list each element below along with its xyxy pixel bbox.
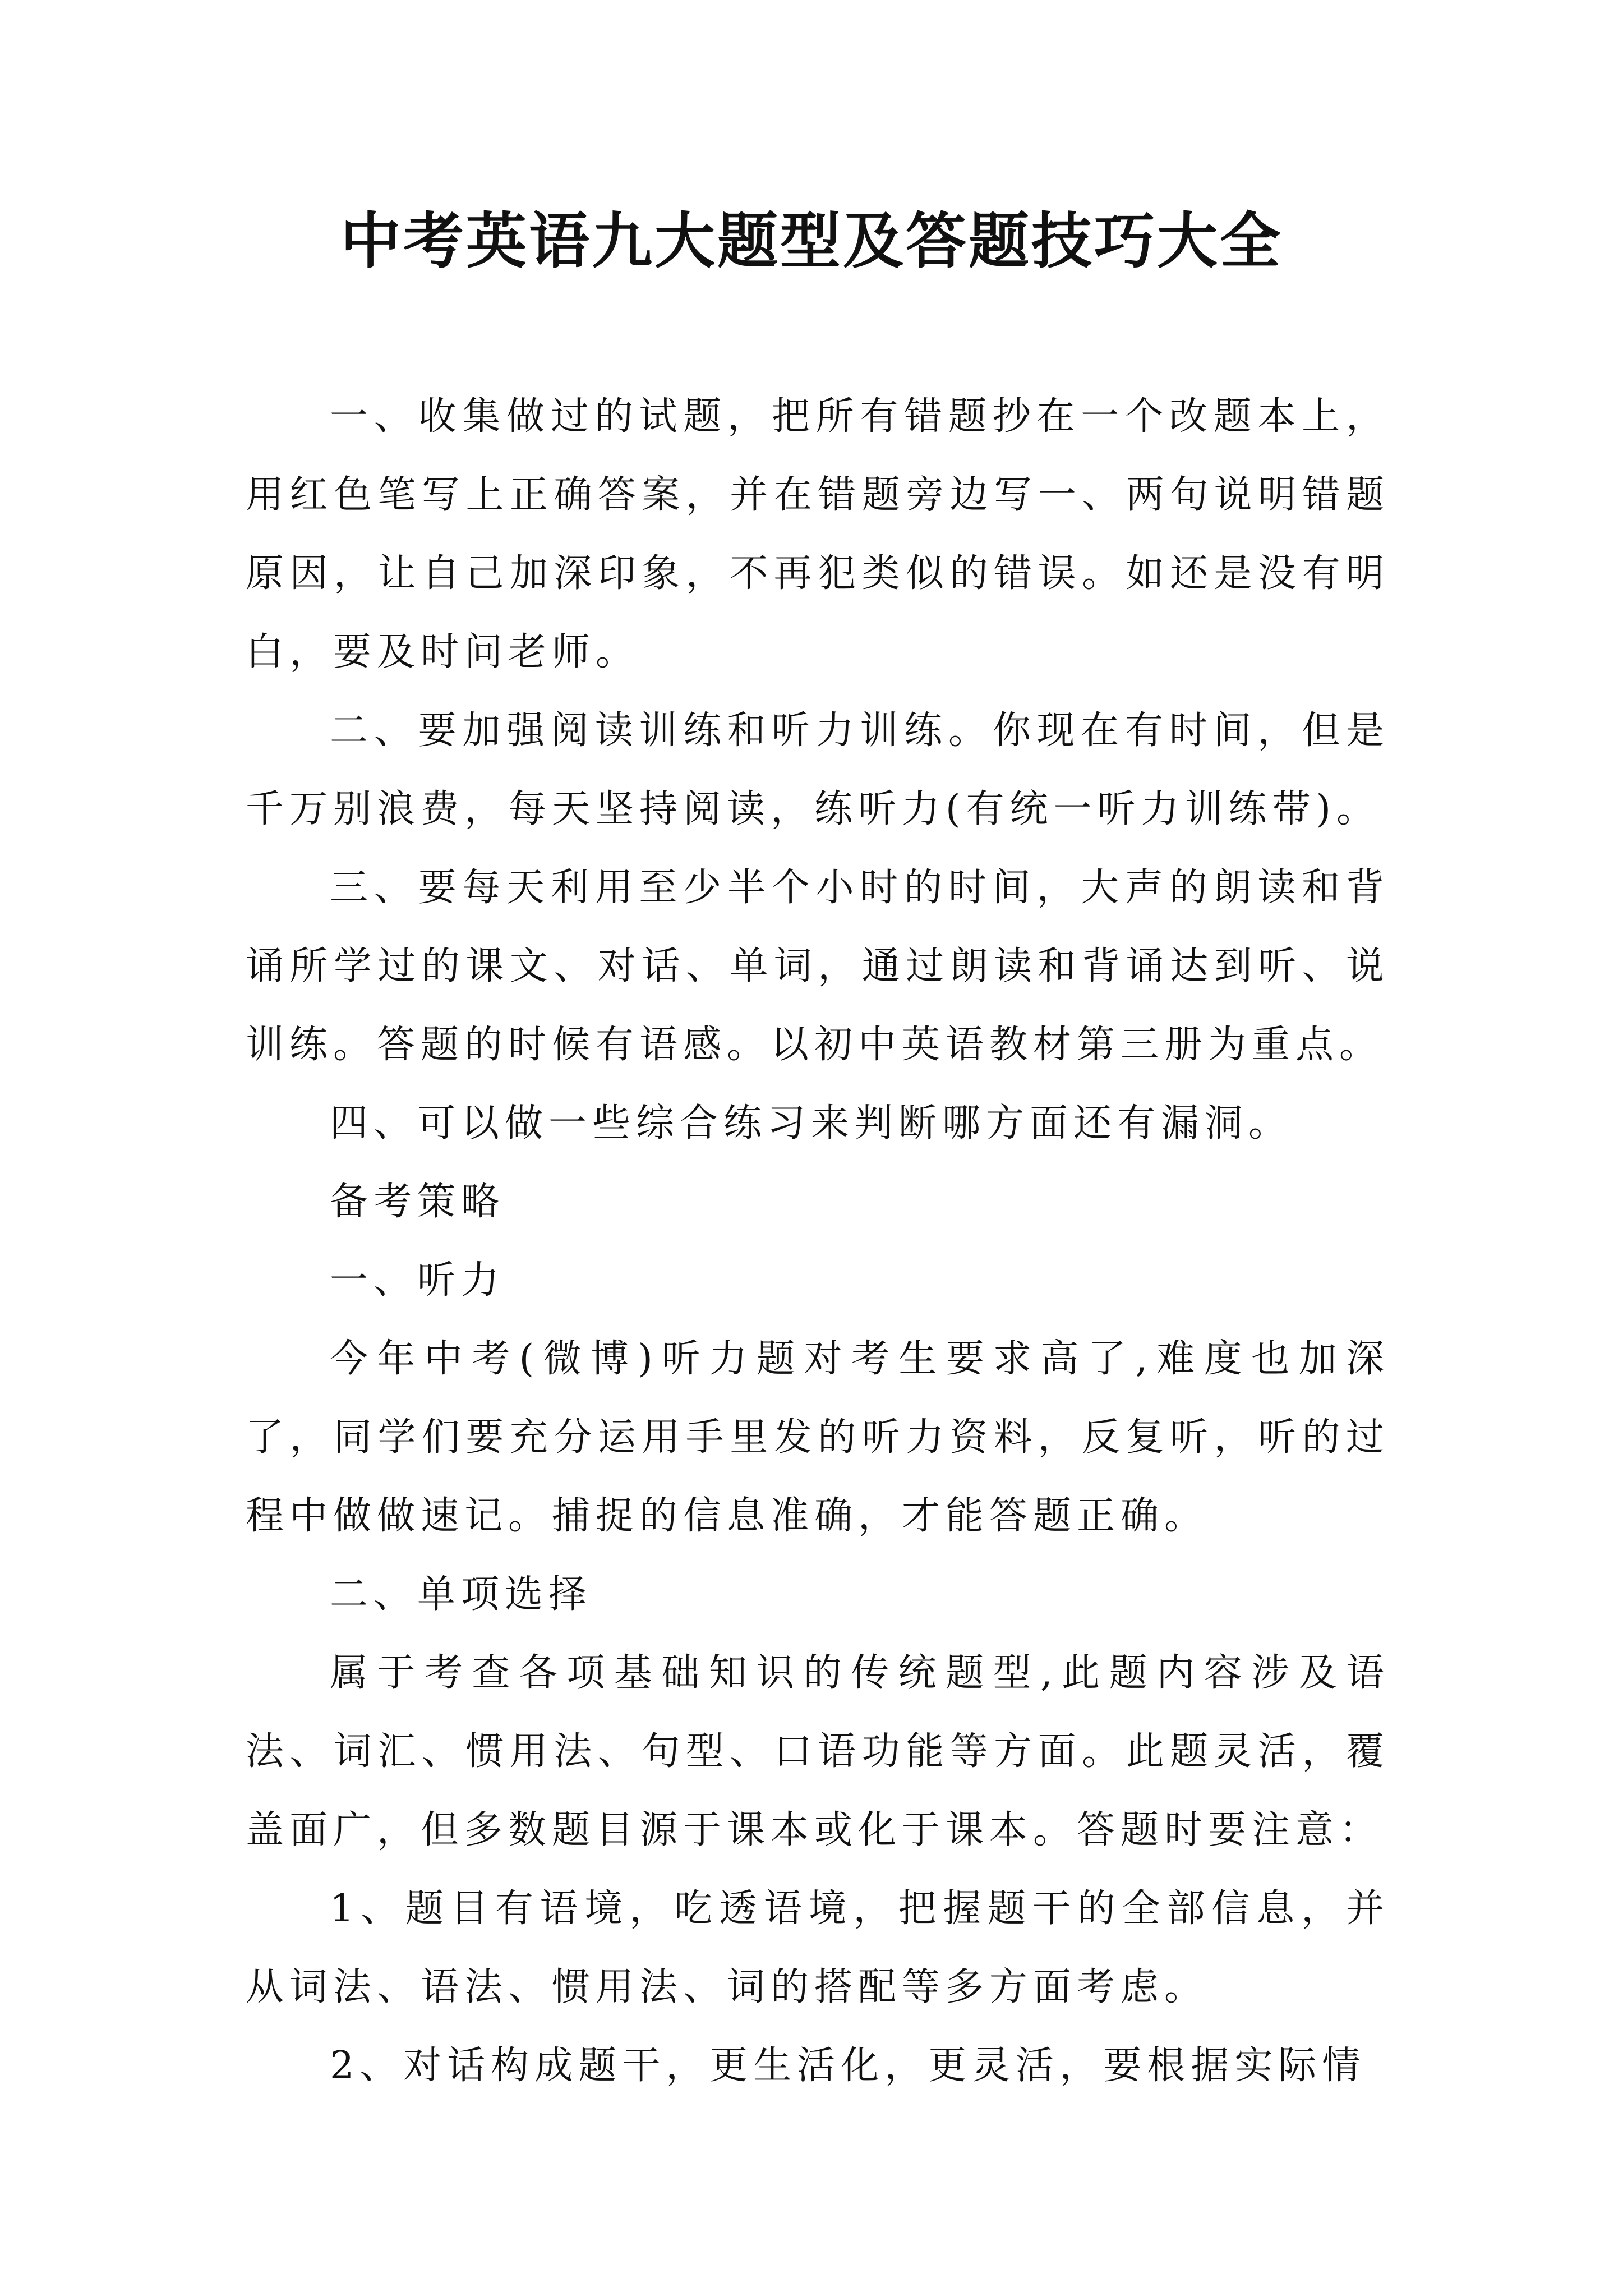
section-heading-single-choice: 二、单项选择 xyxy=(330,1572,593,1617)
paragraph-daily-reading-aloud: 三、要每天利用至少半个小时的时间，大声的朗读和背诵所学过的课文、对话、单词，通过朗读和背诵达到听、说训练。答题的时候有语感。以初中英语教材第三册为重点。 xyxy=(246,866,1390,1067)
paragraph-listening: 今年中考(微博)听力题对考生要求高了,难度也加深了，同学们要充分运用手里发的听力资料，反复听，听的过程中做做速记。捕捉的信息准确，才能答题正确。 xyxy=(246,1337,1390,1538)
paragraph-tip-1: 1、题目有语境，吃透语境，把握题干的全部信息，并从词法、语法、惯用法、词的搭配等多方面考虑。 xyxy=(246,1887,1390,2009)
document-body xyxy=(246,378,1390,2105)
document-title: 中考英语九大题型及答题技巧大全 xyxy=(340,206,1283,277)
paragraph-reading-listening: 二、要加强阅读训练和听力训练。你现在有时间，但是千万别浪费，每天坚持阅读，练听力(有统一听力训练带)。 xyxy=(246,708,1390,831)
section-heading-listening: 一、听力 xyxy=(330,1258,505,1303)
section-heading-strategy: 备考策略 xyxy=(330,1180,505,1224)
paragraph-collect-mistakes: 一、收集做过的试题，把所有错题抄在一个改题本上，用红色笔写上正确答案，并在错题旁边写一、两句说明错题原因，让自己加深印象，不再犯类似的错误。如还是没有明白，要及时问老师。 xyxy=(246,394,1390,674)
paragraph-comprehensive-practice: 四、可以做一些综合练习来判断哪方面还有漏洞。 xyxy=(330,1101,1293,1145)
paragraph-single-choice: 属于考查各项基础知识的传统题型,此题内容涉及语法、词汇、惯用法、句型、口语功能等方面。此题灵活，覆盖面广，但多数题目源于课本或化于课本。答题时要注意： xyxy=(246,1651,1390,1852)
paragraph-tip-2: 2、对话构成题干，更生活化，更灵活，要根据实际情 xyxy=(330,2044,1366,2088)
